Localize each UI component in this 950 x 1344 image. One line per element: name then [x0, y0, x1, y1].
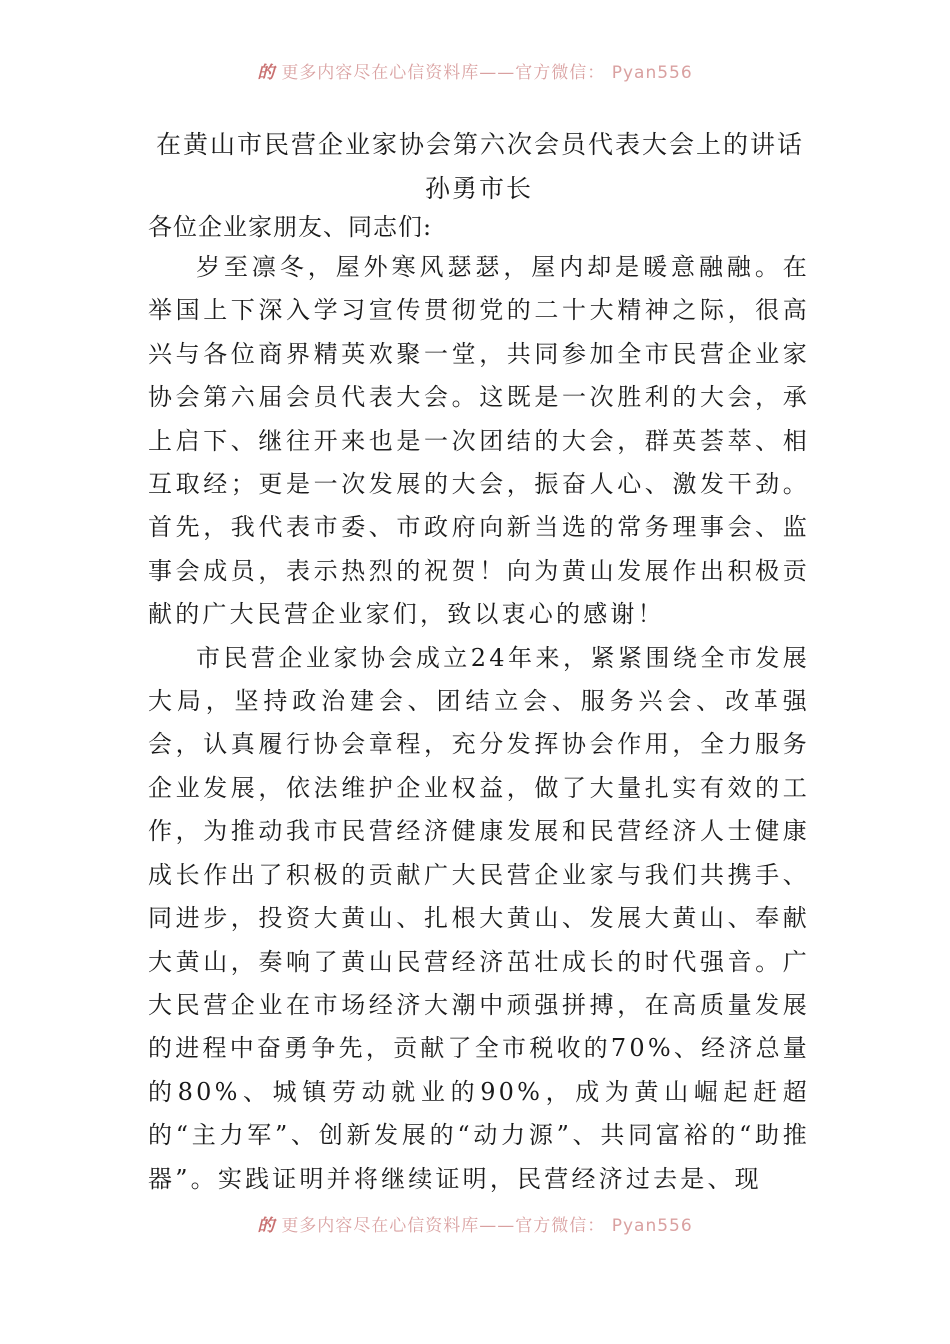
paragraph-2: 市民营企业家协会成立24年来，紧紧围绕全市发展大局，坚持政治建会、团结立会、服务兴会、改革强会，认真履行协会章程，充分发挥协会作用，全力服务企业发展，依法维护企业权益，做了大量扎实有效的工作，为推动我市民营经济健康发展和民营经济人士健康成长作出了积极的贡献广大民营企业家与我们共携手、同进步，投资大黄山、扎根大黄山、发展大黄山、奉献大黄山，奏响了黄山民营经济茁壮成长的时代强音。广大民营企业在市场经济大潮中顽强拼搏，在高质量发展的进程中奋勇争先，贡献了全市税收的70%、经济总量的80%、城镇劳动就业的90%，成为黄山崛起赶超的“主力军”、创新发展的“动力源”、共同富裕的“助推器”。实践证明并将继续证明，民营经济过去是、现: [148, 643, 810, 1193]
salutation: 各位企业家朋友、同志们:: [148, 213, 433, 241]
watermark-footer: [0, 1211, 950, 1236]
watermark-logo-icon: 的: [257, 1216, 276, 1236]
document-title: 在黄山市民营企业家协会第六次会员代表大会上的讲话: [155, 130, 804, 159]
document-body: [148, 128, 810, 1201]
watermark-header-text: 更多内容尽在心信资料库——官方微信： Pyan556: [281, 63, 693, 83]
document-author: 孙勇市长: [424, 174, 533, 203]
watermark-header: [0, 58, 950, 83]
watermark-footer-text: 更多内容尽在心信资料库——官方微信： Pyan556: [281, 1216, 693, 1236]
paragraph-1: 岁至凛冬，屋外寒风瑟瑟，屋内却是暖意融融。在举国上下深入学习宣传贯彻党的二十大精神之际，很高兴与各位商界精英欢聚一堂，共同参加全市民营企业家协会第六届会员代表大会。这既是一次胜利的大会，承上启下、继往开来也是一次团结的大会，群英荟萃、相互取经；更是一次发展的大会，振奋人心、激发干劲。首先，我代表市委、市政府向新当选的常务理事会、监事会成员，表示热烈的祝贺！向为黄山发展作出积极贡献的广大民营企业家们，致以衷心的感谢！: [148, 253, 810, 629]
watermark-logo-icon: 的: [257, 63, 276, 83]
